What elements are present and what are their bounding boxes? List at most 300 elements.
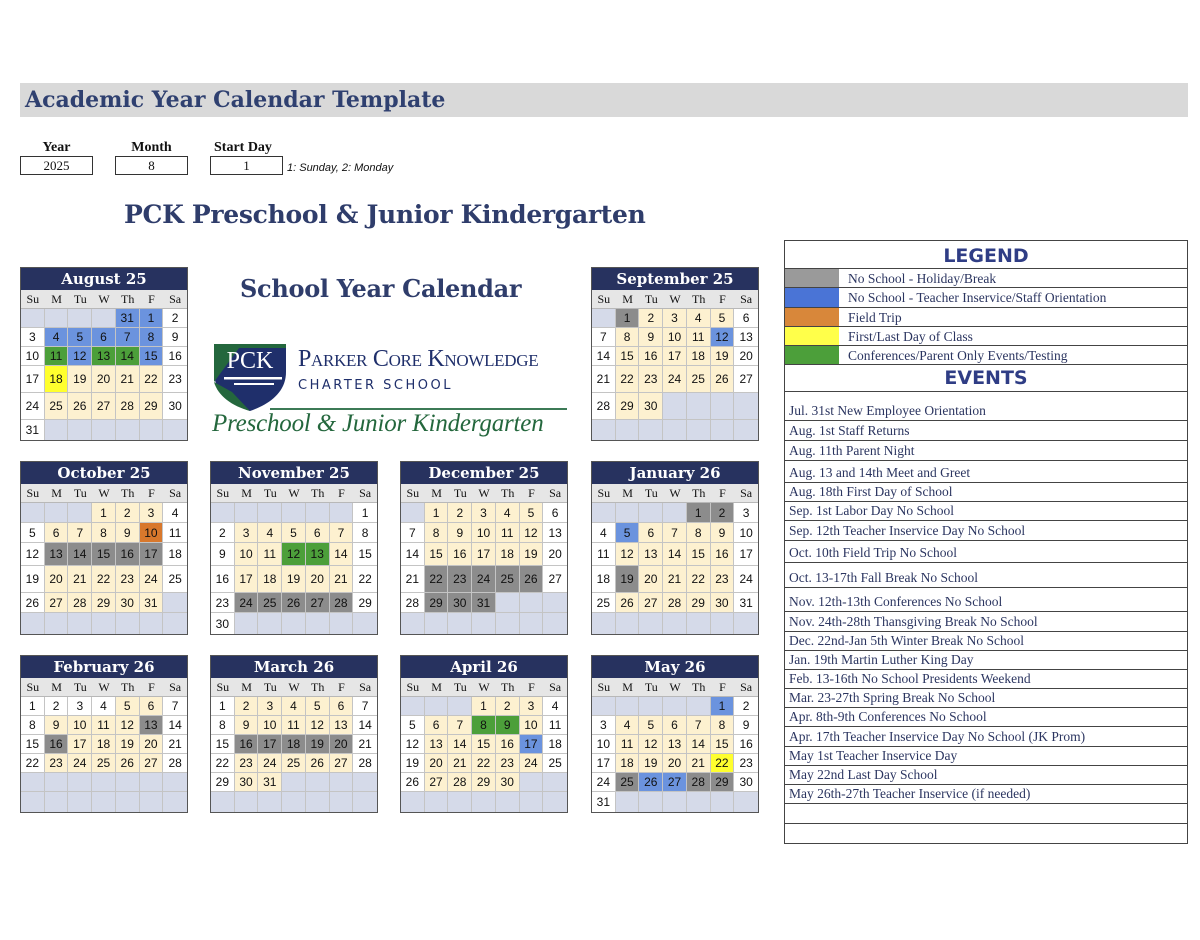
day-cell[interactable]: 23 (116, 566, 140, 593)
day-cell[interactable]: 28 (116, 393, 140, 420)
day-cell[interactable]: 31 (116, 309, 140, 328)
day-cell[interactable]: 13 (140, 716, 164, 735)
day-cell[interactable]: 12 (21, 543, 45, 566)
day-cell[interactable]: 23 (639, 366, 663, 393)
day-cell[interactable]: 7 (592, 328, 616, 347)
day-cell[interactable]: 26 (68, 393, 92, 420)
day-cell[interactable]: 25 (92, 754, 116, 773)
day-cell[interactable]: 3 (734, 503, 758, 523)
day-cell[interactable]: 27 (306, 593, 330, 613)
day-cell[interactable]: 30 (496, 773, 520, 792)
day-cell[interactable]: 13 (330, 716, 354, 735)
day-cell[interactable]: 10 (235, 543, 259, 566)
day-cell[interactable]: 20 (330, 735, 354, 754)
day-cell[interactable]: 6 (543, 503, 567, 523)
day-cell[interactable]: 23 (734, 754, 758, 773)
day-cell[interactable]: 9 (235, 716, 259, 735)
day-cell[interactable]: 24 (734, 566, 758, 593)
day-cell[interactable]: 29 (472, 773, 496, 792)
month-field[interactable]: 8 (115, 156, 188, 175)
day-cell[interactable]: 7 (353, 697, 377, 716)
day-cell[interactable]: 21 (663, 566, 687, 593)
day-cell[interactable]: 20 (140, 735, 164, 754)
day-cell[interactable]: 15 (92, 543, 116, 566)
day-cell[interactable]: 22 (92, 566, 116, 593)
day-cell[interactable]: 22 (616, 366, 640, 393)
day-cell[interactable]: 22 (21, 754, 45, 773)
day-cell[interactable]: 28 (687, 773, 711, 792)
day-cell[interactable]: 22 (353, 566, 377, 593)
day-cell[interactable]: 26 (21, 593, 45, 613)
day-cell[interactable]: 13 (92, 347, 116, 366)
day-cell[interactable]: 28 (68, 593, 92, 613)
day-cell[interactable]: 6 (45, 523, 69, 543)
day-cell[interactable]: 11 (258, 543, 282, 566)
day-cell[interactable]: 15 (140, 347, 164, 366)
day-cell[interactable]: 28 (353, 754, 377, 773)
day-cell[interactable]: 5 (21, 523, 45, 543)
day-cell[interactable]: 5 (401, 716, 425, 735)
day-cell[interactable]: 14 (448, 735, 472, 754)
day-cell[interactable]: 14 (116, 347, 140, 366)
day-cell[interactable]: 15 (616, 347, 640, 366)
day-cell[interactable]: 26 (306, 754, 330, 773)
day-cell[interactable]: 15 (687, 543, 711, 566)
day-cell[interactable]: 12 (616, 543, 640, 566)
day-cell[interactable]: 6 (330, 697, 354, 716)
day-cell[interactable]: 4 (616, 716, 640, 735)
day-cell[interactable]: 5 (616, 523, 640, 543)
day-cell[interactable]: 16 (163, 347, 187, 366)
day-cell[interactable]: 15 (21, 735, 45, 754)
day-cell[interactable]: 15 (711, 735, 735, 754)
day-cell[interactable]: 26 (711, 366, 735, 393)
day-cell[interactable]: 18 (163, 543, 187, 566)
day-cell[interactable]: 19 (401, 754, 425, 773)
day-cell[interactable]: 2 (163, 309, 187, 328)
day-cell[interactable]: 21 (330, 566, 354, 593)
day-cell[interactable]: 30 (639, 393, 663, 420)
day-cell[interactable]: 14 (353, 716, 377, 735)
day-cell[interactable]: 25 (543, 754, 567, 773)
day-cell[interactable]: 7 (663, 523, 687, 543)
day-cell[interactable]: 29 (140, 393, 164, 420)
day-cell[interactable]: 26 (520, 566, 544, 593)
day-cell[interactable]: 28 (592, 393, 616, 420)
day-cell[interactable]: 13 (543, 523, 567, 543)
day-cell[interactable]: 10 (140, 523, 164, 543)
day-cell[interactable]: 4 (687, 309, 711, 328)
day-cell[interactable]: 16 (235, 735, 259, 754)
day-cell[interactable]: 12 (639, 735, 663, 754)
day-cell[interactable]: 16 (211, 566, 235, 593)
day-cell[interactable]: 11 (496, 523, 520, 543)
day-cell[interactable]: 31 (140, 593, 164, 613)
day-cell[interactable]: 18 (496, 543, 520, 566)
day-cell[interactable]: 9 (639, 328, 663, 347)
day-cell[interactable]: 28 (330, 593, 354, 613)
day-cell[interactable]: 31 (592, 792, 616, 812)
day-cell[interactable]: 24 (592, 773, 616, 792)
day-cell[interactable]: 3 (472, 503, 496, 523)
day-cell[interactable]: 21 (163, 735, 187, 754)
day-cell[interactable]: 8 (472, 716, 496, 735)
day-cell[interactable]: 27 (543, 566, 567, 593)
day-cell[interactable]: 17 (258, 735, 282, 754)
day-cell[interactable]: 17 (520, 735, 544, 754)
day-cell[interactable]: 28 (163, 754, 187, 773)
day-cell[interactable]: 4 (163, 503, 187, 523)
day-cell[interactable]: 1 (711, 697, 735, 716)
day-cell[interactable]: 19 (639, 754, 663, 773)
day-cell[interactable]: 14 (68, 543, 92, 566)
day-cell[interactable]: 26 (282, 593, 306, 613)
day-cell[interactable]: 1 (687, 503, 711, 523)
day-cell[interactable]: 11 (45, 347, 69, 366)
day-cell[interactable]: 17 (68, 735, 92, 754)
day-cell[interactable]: 16 (639, 347, 663, 366)
day-cell[interactable]: 30 (116, 593, 140, 613)
day-cell[interactable]: 24 (140, 566, 164, 593)
day-cell[interactable]: 24 (21, 393, 45, 420)
day-cell[interactable]: 18 (687, 347, 711, 366)
day-cell[interactable]: 17 (734, 543, 758, 566)
day-cell[interactable]: 19 (21, 566, 45, 593)
day-cell[interactable]: 19 (306, 735, 330, 754)
day-cell[interactable]: 22 (711, 754, 735, 773)
day-cell[interactable]: 12 (520, 523, 544, 543)
day-cell[interactable]: 19 (616, 566, 640, 593)
day-cell[interactable]: 10 (472, 523, 496, 543)
day-cell[interactable]: 25 (687, 366, 711, 393)
day-cell[interactable]: 25 (163, 566, 187, 593)
day-cell[interactable]: 3 (235, 523, 259, 543)
day-cell[interactable]: 22 (425, 566, 449, 593)
day-cell[interactable]: 2 (211, 523, 235, 543)
day-cell[interactable]: 5 (639, 716, 663, 735)
day-cell[interactable]: 25 (45, 393, 69, 420)
day-cell[interactable]: 20 (734, 347, 758, 366)
day-cell[interactable]: 29 (92, 593, 116, 613)
day-cell[interactable]: 5 (68, 328, 92, 347)
day-cell[interactable]: 9 (448, 523, 472, 543)
day-cell[interactable]: 14 (592, 347, 616, 366)
day-cell[interactable]: 1 (472, 697, 496, 716)
day-cell[interactable]: 16 (711, 543, 735, 566)
day-cell[interactable]: 6 (140, 697, 164, 716)
day-cell[interactable]: 7 (163, 697, 187, 716)
day-cell[interactable]: 1 (353, 503, 377, 523)
day-cell[interactable]: 4 (592, 523, 616, 543)
day-cell[interactable]: 12 (116, 716, 140, 735)
day-cell[interactable]: 6 (734, 309, 758, 328)
day-cell[interactable]: 5 (116, 697, 140, 716)
day-cell[interactable]: 30 (211, 613, 235, 634)
day-cell[interactable]: 9 (496, 716, 520, 735)
day-cell[interactable]: 11 (687, 328, 711, 347)
day-cell[interactable]: 8 (616, 328, 640, 347)
day-cell[interactable]: 14 (330, 543, 354, 566)
day-cell[interactable]: 22 (687, 566, 711, 593)
day-cell[interactable]: 3 (663, 309, 687, 328)
day-cell[interactable]: 27 (45, 593, 69, 613)
day-cell[interactable]: 13 (734, 328, 758, 347)
day-cell[interactable]: 13 (639, 543, 663, 566)
day-cell[interactable]: 18 (616, 754, 640, 773)
day-cell[interactable]: 17 (140, 543, 164, 566)
day-cell[interactable]: 20 (45, 566, 69, 593)
day-cell[interactable]: 23 (496, 754, 520, 773)
day-cell[interactable]: 17 (592, 754, 616, 773)
day-cell[interactable]: 14 (401, 543, 425, 566)
year-field[interactable]: 2025 (20, 156, 93, 175)
day-cell[interactable]: 24 (68, 754, 92, 773)
day-cell[interactable]: 4 (92, 697, 116, 716)
day-cell[interactable]: 29 (616, 393, 640, 420)
day-cell[interactable]: 15 (353, 543, 377, 566)
day-cell[interactable]: 11 (92, 716, 116, 735)
day-cell[interactable]: 3 (592, 716, 616, 735)
day-cell[interactable]: 26 (116, 754, 140, 773)
day-cell[interactable]: 25 (282, 754, 306, 773)
day-cell[interactable]: 10 (520, 716, 544, 735)
day-cell[interactable]: 3 (258, 697, 282, 716)
day-cell[interactable]: 5 (711, 309, 735, 328)
day-cell[interactable]: 4 (496, 503, 520, 523)
day-cell[interactable]: 21 (401, 566, 425, 593)
day-cell[interactable]: 17 (472, 543, 496, 566)
day-cell[interactable]: 25 (258, 593, 282, 613)
day-cell[interactable]: 8 (425, 523, 449, 543)
day-cell[interactable]: 27 (92, 393, 116, 420)
day-cell[interactable]: 12 (282, 543, 306, 566)
day-cell[interactable]: 19 (68, 366, 92, 393)
day-cell[interactable]: 6 (663, 716, 687, 735)
day-cell[interactable]: 26 (401, 773, 425, 792)
day-cell[interactable]: 21 (592, 366, 616, 393)
day-cell[interactable]: 31 (21, 420, 45, 440)
day-cell[interactable]: 19 (711, 347, 735, 366)
day-cell[interactable]: 11 (616, 735, 640, 754)
day-cell[interactable]: 30 (235, 773, 259, 792)
day-cell[interactable]: 21 (116, 366, 140, 393)
day-cell[interactable]: 28 (663, 593, 687, 613)
day-cell[interactable]: 10 (592, 735, 616, 754)
day-cell[interactable]: 13 (663, 735, 687, 754)
day-cell[interactable]: 20 (663, 754, 687, 773)
day-cell[interactable]: 7 (116, 328, 140, 347)
day-cell[interactable]: 26 (639, 773, 663, 792)
day-cell[interactable]: 8 (711, 716, 735, 735)
day-cell[interactable]: 22 (472, 754, 496, 773)
day-cell[interactable]: 13 (425, 735, 449, 754)
day-cell[interactable]: 28 (448, 773, 472, 792)
day-cell[interactable]: 20 (425, 754, 449, 773)
day-cell[interactable]: 18 (258, 566, 282, 593)
day-cell[interactable]: 10 (68, 716, 92, 735)
day-cell[interactable]: 8 (687, 523, 711, 543)
day-cell[interactable]: 5 (282, 523, 306, 543)
day-cell[interactable]: 21 (68, 566, 92, 593)
day-cell[interactable]: 25 (592, 593, 616, 613)
day-cell[interactable]: 19 (520, 543, 544, 566)
day-cell[interactable]: 23 (163, 366, 187, 393)
day-cell[interactable]: 5 (306, 697, 330, 716)
day-cell[interactable]: 1 (211, 697, 235, 716)
day-cell[interactable]: 27 (140, 754, 164, 773)
day-cell[interactable]: 20 (92, 366, 116, 393)
day-cell[interactable]: 8 (140, 328, 164, 347)
day-cell[interactable]: 2 (116, 503, 140, 523)
day-cell[interactable]: 6 (92, 328, 116, 347)
day-cell[interactable]: 30 (711, 593, 735, 613)
day-cell[interactable]: 25 (496, 566, 520, 593)
day-cell[interactable]: 23 (448, 566, 472, 593)
day-cell[interactable]: 21 (448, 754, 472, 773)
day-cell[interactable]: 4 (543, 697, 567, 716)
day-cell[interactable]: 18 (543, 735, 567, 754)
day-cell[interactable]: 20 (639, 566, 663, 593)
day-cell[interactable]: 3 (68, 697, 92, 716)
day-cell[interactable]: 31 (734, 593, 758, 613)
day-cell[interactable]: 30 (734, 773, 758, 792)
day-cell[interactable]: 11 (163, 523, 187, 543)
day-cell[interactable]: 30 (163, 393, 187, 420)
day-cell[interactable]: 10 (21, 347, 45, 366)
day-cell[interactable]: 24 (472, 566, 496, 593)
day-cell[interactable]: 9 (45, 716, 69, 735)
day-cell[interactable]: 27 (639, 593, 663, 613)
day-cell[interactable]: 29 (687, 593, 711, 613)
day-cell[interactable]: 3 (520, 697, 544, 716)
day-cell[interactable]: 2 (639, 309, 663, 328)
day-cell[interactable]: 1 (140, 309, 164, 328)
day-cell[interactable]: 9 (211, 543, 235, 566)
day-cell[interactable]: 18 (592, 566, 616, 593)
day-cell[interactable]: 15 (472, 735, 496, 754)
day-cell[interactable]: 7 (330, 523, 354, 543)
day-cell[interactable]: 29 (711, 773, 735, 792)
day-cell[interactable]: 23 (711, 566, 735, 593)
day-cell[interactable]: 23 (235, 754, 259, 773)
day-cell[interactable]: 4 (45, 328, 69, 347)
day-cell[interactable]: 7 (401, 523, 425, 543)
day-cell[interactable]: 27 (425, 773, 449, 792)
day-cell[interactable]: 2 (496, 697, 520, 716)
day-cell[interactable]: 16 (116, 543, 140, 566)
day-cell[interactable]: 21 (353, 735, 377, 754)
day-cell[interactable]: 29 (425, 593, 449, 613)
day-cell[interactable]: 16 (496, 735, 520, 754)
day-cell[interactable]: 9 (163, 328, 187, 347)
day-cell[interactable]: 13 (45, 543, 69, 566)
day-cell[interactable]: 19 (116, 735, 140, 754)
day-cell[interactable]: 6 (425, 716, 449, 735)
day-cell[interactable]: 27 (663, 773, 687, 792)
day-cell[interactable]: 24 (258, 754, 282, 773)
day-cell[interactable]: 16 (448, 543, 472, 566)
day-cell[interactable]: 30 (448, 593, 472, 613)
day-cell[interactable]: 1 (21, 697, 45, 716)
day-cell[interactable]: 29 (353, 593, 377, 613)
day-cell[interactable]: 31 (258, 773, 282, 792)
day-cell[interactable]: 20 (543, 543, 567, 566)
day-cell[interactable]: 22 (140, 366, 164, 393)
day-cell[interactable]: 4 (282, 697, 306, 716)
day-cell[interactable]: 9 (711, 523, 735, 543)
day-cell[interactable]: 5 (520, 503, 544, 523)
day-cell[interactable]: 2 (448, 503, 472, 523)
day-cell[interactable]: 11 (592, 543, 616, 566)
day-cell[interactable]: 31 (472, 593, 496, 613)
day-cell[interactable]: 10 (663, 328, 687, 347)
day-cell[interactable]: 17 (235, 566, 259, 593)
start-day-field[interactable]: 1 (210, 156, 283, 175)
day-cell[interactable]: 16 (734, 735, 758, 754)
day-cell[interactable]: 18 (92, 735, 116, 754)
day-cell[interactable]: 24 (663, 366, 687, 393)
day-cell[interactable]: 1 (425, 503, 449, 523)
day-cell[interactable]: 10 (258, 716, 282, 735)
day-cell[interactable]: 18 (282, 735, 306, 754)
day-cell[interactable]: 20 (306, 566, 330, 593)
day-cell[interactable]: 1 (616, 309, 640, 328)
day-cell[interactable]: 9 (734, 716, 758, 735)
day-cell[interactable]: 22 (211, 754, 235, 773)
day-cell[interactable]: 8 (21, 716, 45, 735)
day-cell[interactable]: 24 (235, 593, 259, 613)
day-cell[interactable]: 11 (282, 716, 306, 735)
day-cell[interactable]: 4 (258, 523, 282, 543)
day-cell[interactable]: 3 (140, 503, 164, 523)
day-cell[interactable]: 12 (711, 328, 735, 347)
day-cell[interactable]: 8 (211, 716, 235, 735)
day-cell[interactable]: 25 (616, 773, 640, 792)
day-cell[interactable]: 2 (734, 697, 758, 716)
day-cell[interactable]: 21 (687, 754, 711, 773)
day-cell[interactable]: 29 (211, 773, 235, 792)
day-cell[interactable]: 11 (543, 716, 567, 735)
day-cell[interactable]: 19 (282, 566, 306, 593)
day-cell[interactable]: 13 (306, 543, 330, 566)
day-cell[interactable]: 2 (235, 697, 259, 716)
day-cell[interactable]: 8 (353, 523, 377, 543)
day-cell[interactable]: 17 (21, 366, 45, 393)
day-cell[interactable]: 8 (92, 523, 116, 543)
day-cell[interactable]: 7 (448, 716, 472, 735)
day-cell[interactable]: 26 (616, 593, 640, 613)
day-cell[interactable]: 12 (68, 347, 92, 366)
day-cell[interactable]: 24 (520, 754, 544, 773)
day-cell[interactable]: 7 (687, 716, 711, 735)
day-cell[interactable]: 12 (401, 735, 425, 754)
day-cell[interactable]: 28 (401, 593, 425, 613)
day-cell[interactable]: 9 (116, 523, 140, 543)
day-cell[interactable]: 15 (211, 735, 235, 754)
day-cell[interactable]: 27 (734, 366, 758, 393)
day-cell[interactable]: 15 (425, 543, 449, 566)
day-cell[interactable]: 17 (663, 347, 687, 366)
day-cell[interactable]: 2 (711, 503, 735, 523)
day-cell[interactable]: 18 (45, 366, 69, 393)
day-cell[interactable]: 23 (211, 593, 235, 613)
day-cell[interactable]: 14 (163, 716, 187, 735)
day-cell[interactable]: 10 (734, 523, 758, 543)
day-cell[interactable]: 6 (306, 523, 330, 543)
day-cell[interactable]: 2 (45, 697, 69, 716)
day-cell[interactable]: 27 (330, 754, 354, 773)
day-cell[interactable]: 6 (639, 523, 663, 543)
